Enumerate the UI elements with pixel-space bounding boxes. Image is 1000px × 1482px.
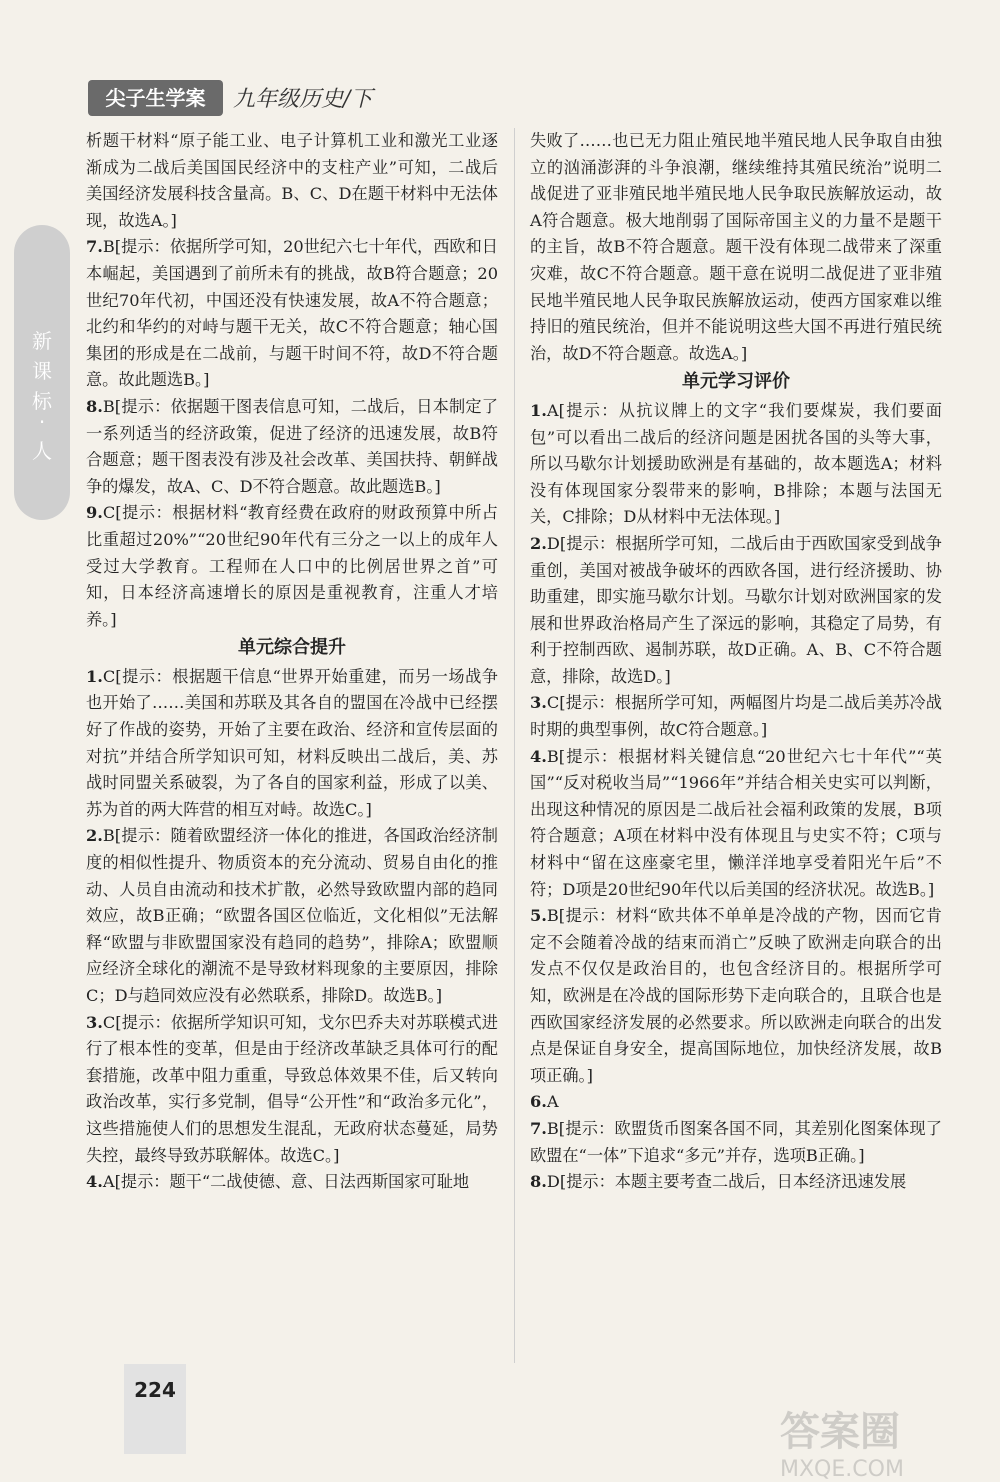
answer-number: 9. [86, 503, 103, 523]
answer-text: B[提示：依据所学可知，20世纪六七十年代，西欧和日本崛起，美国遇到了前所未有的挑战，故B符合题意；20世纪70年代初，中国还没有快速发展，故A不符合题意；北约和华约的对峙与题干无关，故C不符合题意；轴心国集团的形成是在二战前，与题干时间不符，故D不符合题意。故此题选B。] [86, 237, 498, 390]
answer-number: 8. [530, 1172, 547, 1192]
answer-text: A[提示：题干“二战使德、意、日法西斯国家可耻地 [102, 1172, 470, 1192]
answer-number: 1. [86, 666, 103, 686]
column-divider [514, 128, 515, 1363]
answer-text: C[提示：根据所学可知，两幅图片均是二战后美苏冷战时期的典型事例，故C符合题意。] [530, 693, 942, 740]
answer-text: B[提示：根据材料关键信息“20世纪六七十年代”“英国”“反对税收当局”“1966年”并结合相关史实可以判断，出现这种情况的原因是二战后社会福利政策的发展，B项符合题意；A项在材料中没有体现且与史实不符；C项与材料中“留在这座豪宅里，懒洋洋地享受着阳光午后”不符；D项是20世纪90年代以后美国的经济状况。故选B。] [530, 746, 942, 899]
answer-item [530, 398, 942, 531]
right-column [530, 128, 942, 1196]
side-tab-char: 新 [32, 329, 52, 353]
answer-text: 失败了……也已无力阻止殖民地半殖民地人民争取自由独立的汹涌澎湃的斗争浪潮，继续维持其殖民统治”说明二战促进了亚非殖民地半殖民地人民争取民族解放运动，故A符合题意。极大地削弱了国际帝国主义的力量不是题干的主旨，故B不符合题意。题干没有体现二战带来了深重灾难，故C不符合题意。题干意在说明二战促进了亚非殖民地半殖民地人民争取民族解放运动，使西方国家难以维持旧的殖民统治，但并不能说明这些大国不再进行殖民统治，故D不符合题意。故选A。] [530, 131, 942, 363]
answer-number: 2. [530, 533, 547, 553]
answer-item [86, 500, 498, 633]
answer-number: 7. [86, 237, 103, 257]
answer-number: 3. [530, 693, 547, 713]
answer-item [530, 690, 942, 743]
answer-number: 3. [86, 1012, 103, 1032]
side-tab-char: 人 [32, 439, 52, 463]
answer-number: 4. [530, 746, 547, 766]
answer-text: C[提示：依据所学知识可知，戈尔巴乔夫对苏联模式进行了根本性的变革，但是由于经济改革缺乏具体可行的配套措施，改革中阻力重重，导致总体效果不佳，后又转向政治改革，实行多党制，倡导“公开性”和“政治多元化”，这些措施使人们的思想发生混乱，无政府状态蔓延，局势失控，最终导致苏联解体。故选C。] [86, 1012, 498, 1165]
answer-item [530, 1116, 942, 1169]
answer-text: A [546, 1092, 559, 1112]
section-heading: 单元学习评价 [682, 371, 790, 393]
watermark-logo [780, 1400, 980, 1482]
answer-number: 4. [86, 1172, 103, 1192]
answer-item [530, 744, 942, 904]
answer-item [86, 234, 498, 394]
answer-text: B[提示：依据题干图表信息可知，二战后，日本制定了一系列适当的经济政策，促进了经济的迅速发展，故B符合题意；题干图表没有涉及社会改革、美国扶持、朝鲜战争的爆发，故A、C、D不符合题意。故此题选B。] [86, 396, 498, 496]
answer-number: 5. [530, 906, 547, 926]
answer-item [530, 1089, 942, 1116]
answer-item [530, 1169, 942, 1196]
brand-label: 尖子生学案 [88, 80, 223, 116]
answer-number: 1. [530, 400, 547, 420]
side-tab-char: 标 [32, 389, 52, 413]
answer-item [530, 903, 942, 1089]
page-number: 224 [124, 1364, 186, 1454]
answer-item [530, 531, 942, 691]
book-title: 九年级历史/下 [233, 87, 373, 112]
answer-text: C[提示：根据题干信息“世界开始重建，而另一场战争也开始了……美国和苏联及其各自的盟国在冷战中已经摆好了作战的姿势，开始了主要在政治、经济和宣传层面的对抗”并结合所学知识可知，材料反映出二战后，美、苏战时同盟关系破裂，为了各自的国家利益，形成了以美、苏为首的两大阵营的相互对峙。故选C。] [86, 666, 498, 819]
answer-text: C[提示：根据材料“教育经费在政府的财政预算中所占比重超过20%”“20世纪90年代有三分之一以上的成年人受过大学教育。工程师在人口中的比例居世界之首”可知，日本经济高速增长的原因是重视教育，注重人才培养。] [86, 503, 498, 629]
answer-item [86, 823, 498, 1009]
answer-text: B[提示：随着欧盟经济一体化的推进，各国政治经济制度的相似性提升、物质资本的充分流动、贸易自由化的推动、人员自由流动和技术扩散，必然导致欧盟内部的趋同效应，故B正确；“欧盟各国区位临近，文化相似”无法解释“欧盟与非欧盟国家没有趋同的趋势”，排除A；欧盟顺应经济全球化的潮流不是导致材料现象的主要原因，排除C；D与趋同效应没有必然联系，排除D。故选B。] [86, 826, 498, 1005]
answer-number: 6. [530, 1092, 547, 1112]
answer-text: A[提示：从抗议牌上的文字“我们要煤炭，我们要面包”可以看出二战后的经济问题是困扰各国的头等大事，所以马歇尔计划援助欧洲是有基础的，故本题选A；材料没有体现国家分裂带来的影响，B排除；本题与法国无关，C排除；D从材料中无法体现。] [530, 400, 942, 527]
answer-item [86, 664, 498, 824]
answer-item [86, 394, 498, 500]
side-tab [14, 225, 70, 520]
answer-text: B[提示：材料“欧共体不单单是冷战的产物，因而它肯定不会随着冷战的结束而消亡”反映了欧洲走向联合的出发点不仅仅是政治目的，也包含经济目的。根据所学可知，欧洲是在冷战的国际形势下走向联合的，且联合也是西欧国家经济发展的必然要求。所以欧洲走向联合的出发点是保证自身安全，提高国际地位，加快经济发展，故B项正确。] [530, 906, 942, 1085]
section-heading: 单元综合提升 [238, 637, 346, 659]
answer-text: 析题干材料“原子能工业、电子计算机工业和激光工业逐渐成为二战后美国国民经济中的支柱产业”可知，二战后美国经济发展科技含量高。B、C、D在题干材料中无法体现，故选A。] [86, 131, 498, 230]
answer-number: 7. [530, 1118, 547, 1138]
watermark-url: MXQE.COM [780, 1457, 904, 1482]
side-tab-char: 课 [32, 359, 52, 383]
answer-number: 8. [86, 396, 103, 416]
left-column [86, 128, 498, 1196]
answer-text: D[提示：本题主要考查二战后，日本经济迅速发展 [546, 1172, 907, 1192]
watermark-title: 答案圈 [780, 1409, 900, 1455]
answer-number: 2. [86, 826, 103, 846]
answer-text: D[提示：根据所学可知，二战后由于西欧国家受到战争重创，美国对被战争破坏的西欧各国，进行经济援助、协助重建，即实施马歇尔计划。马歇尔计划对欧洲国家的发展和世界政治格局产生了深远的影响，其稳定了局势，有利于控制西欧、遏制苏联，故D正确。A、B、C不符合题意，排除，故选D。] [530, 533, 942, 686]
answer-item [86, 1169, 498, 1196]
side-tab-char: · [38, 410, 46, 434]
answer-text: B[提示：欧盟货币图案各国不同，其差别化图案体现了欧盟在“一体”下追求“多元”并存，选项B正确。] [530, 1118, 942, 1165]
answer-item [86, 1010, 498, 1170]
